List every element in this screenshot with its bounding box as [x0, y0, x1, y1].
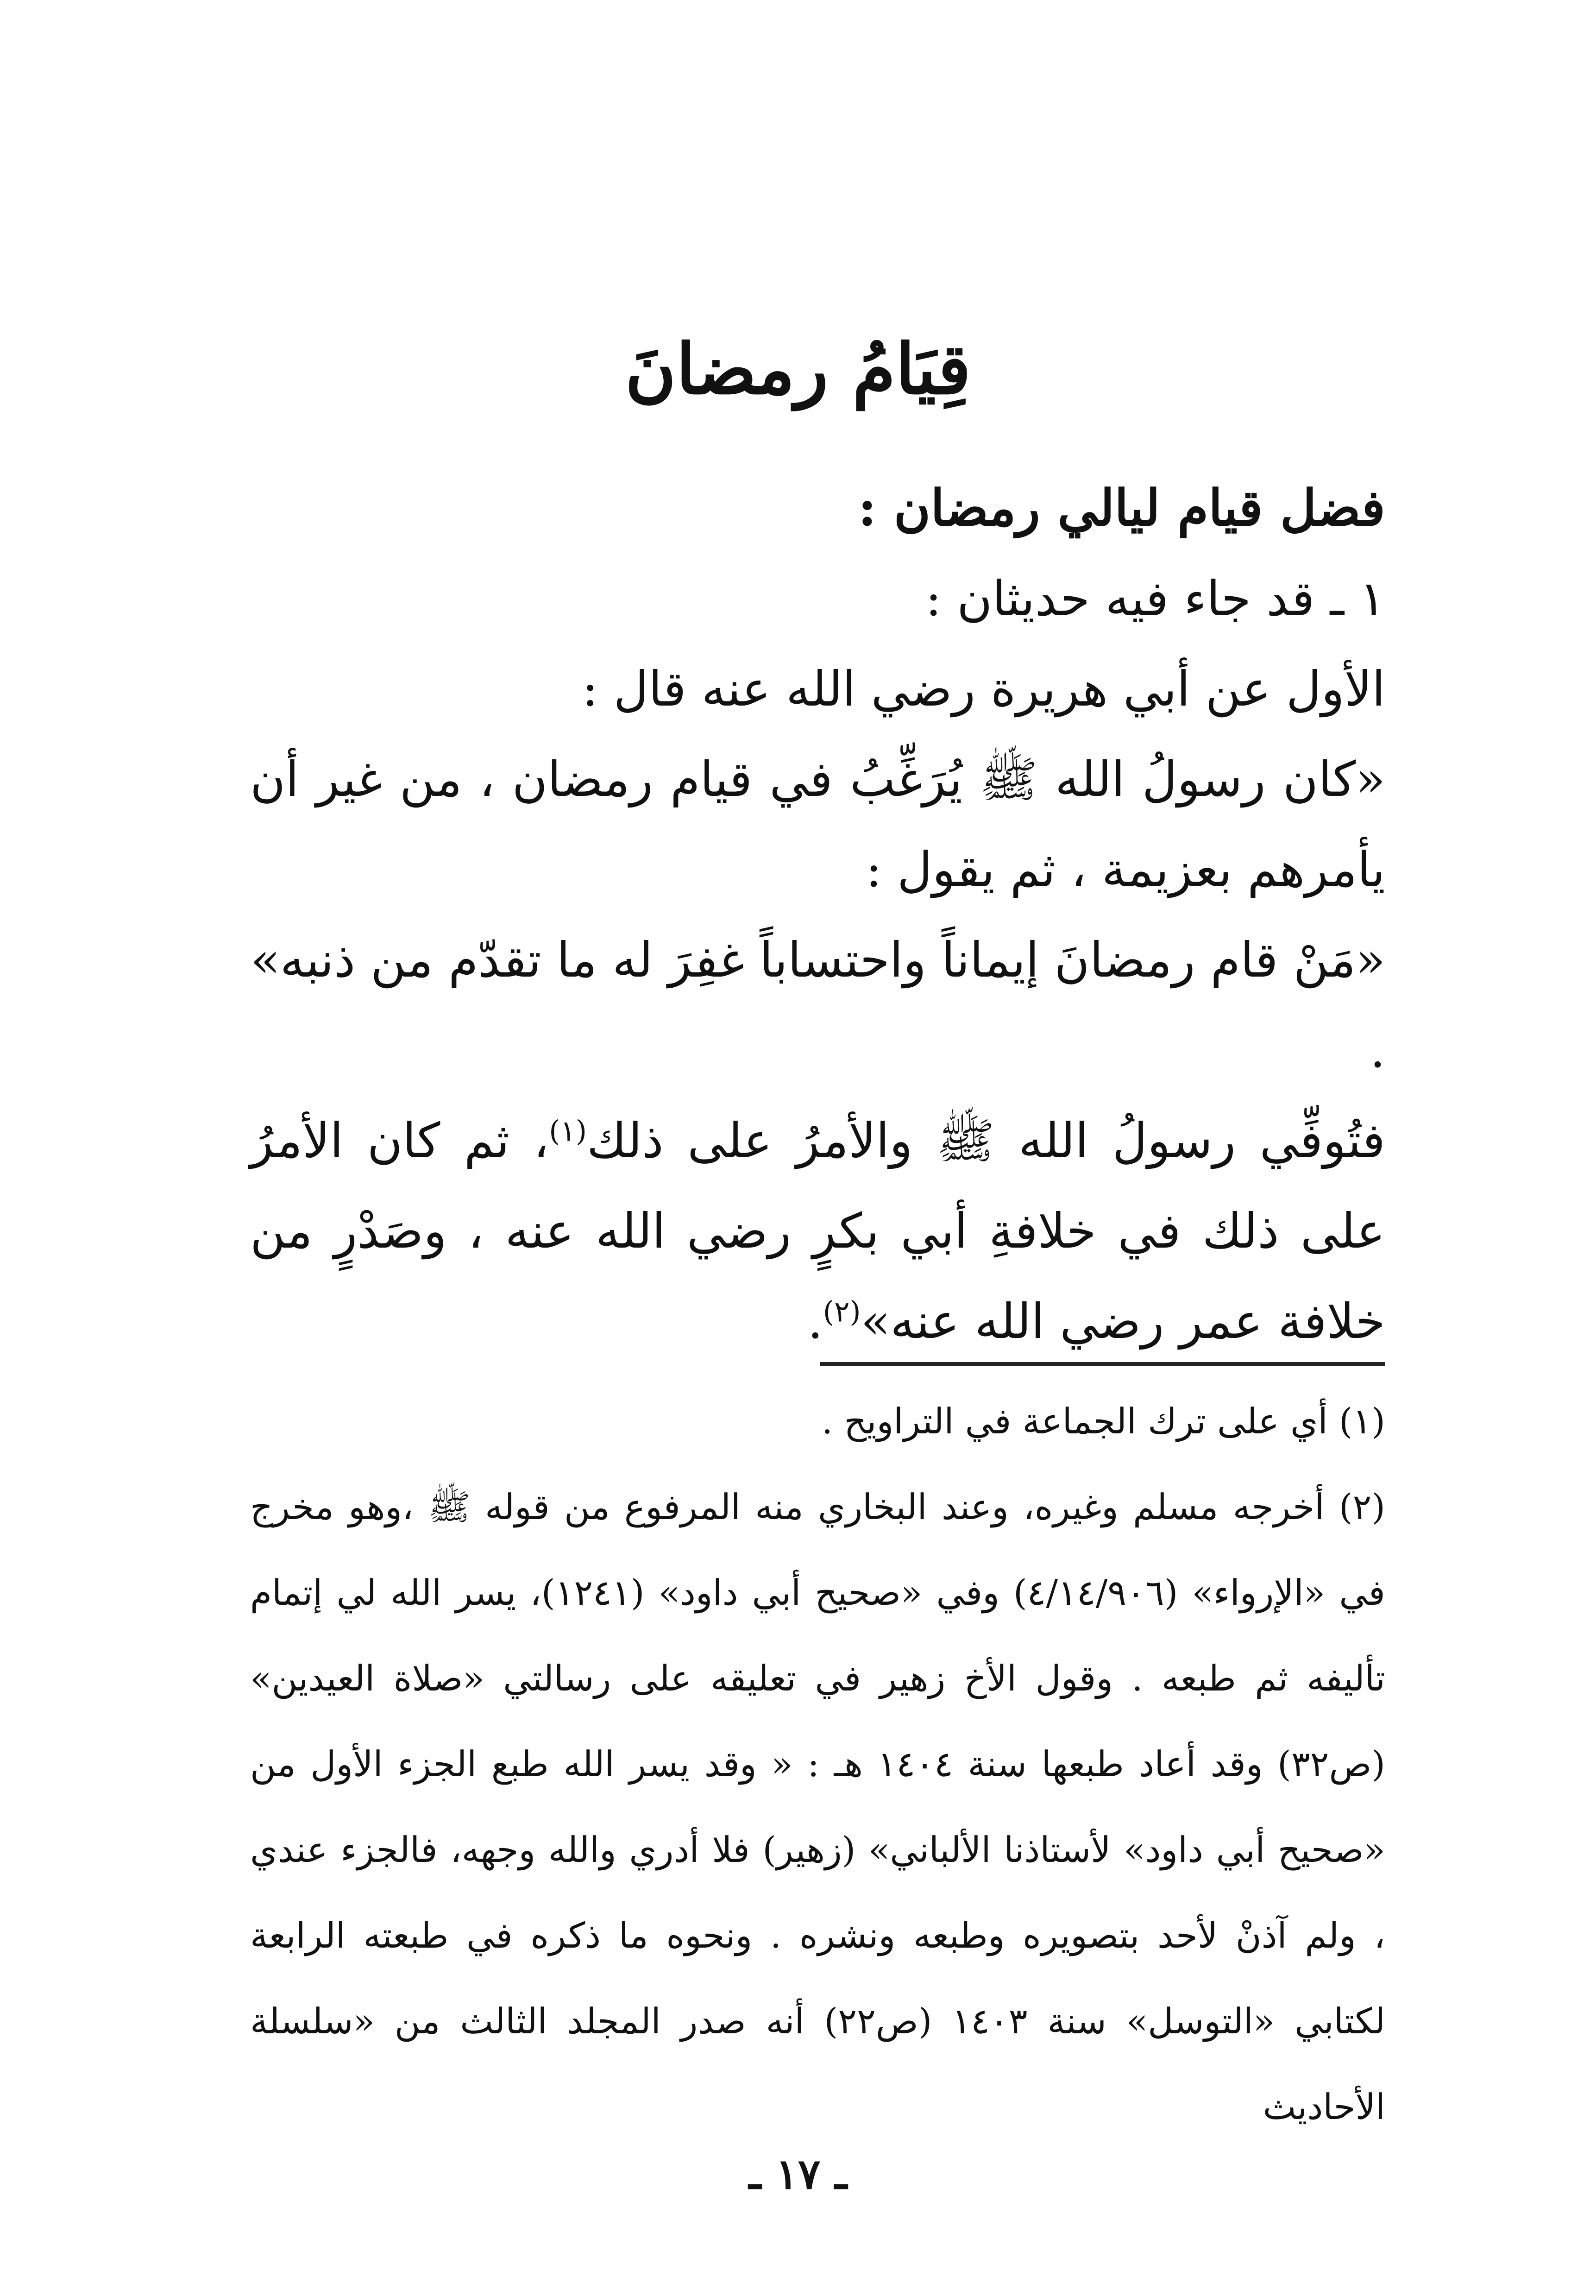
footnote-2: (٢) أخرجه مسلم وغيره، وعند البخاري منه المرفوع من قوله ﷺ ،وهو مخرج في «الإرواء» (٤/١٤/٩٠٦) وفي «صحيح أبي داود» (١٢٤١)، يسر الله لي إتمام تأليفه ثم طبعه . وقول الأخ زهير في تعليقه على رسالتي «صلاة العيدين» (ص٣٢) وقد أعاد طبعها سنة ١٤٠٤ هـ : « وقد يسر الله طبع الجزء الأول من «صحيح أبي داود» لأستاذنا الألباني» (زهير) فلا أدري والله وجهه، فالجزء عندي ، ولم آذنْ لأحد بتصويره وطبعه ونشره . ونحوه ما ذكره في طبعته الرابعة لكتابي «التوسل» سنة ١٤٠٣ (ص٢٢) أنه صدر المجلد الثالث من «سلسلة الأحاديث	[250, 1486, 1386, 2127]
main-text	[250, 463, 1385, 1367]
paragraph-quote: «مَنْ قام رمضانَ إيماناً واحتساباً غفِرَ له ما تقدّم من ذنبه» .	[251, 932, 1385, 1079]
paragraph-hadith: «كان رسولُ الله ﷺ يُرَغِّبُ في قيام رمضان ، من غير أن يأمرهم بعزيمة ، ثم يقول :	[250, 751, 1385, 898]
paragraph-conclusion	[250, 1096, 1385, 1367]
conclusion-end: .	[807, 1293, 823, 1350]
paragraph-narrator: الأول عن أبي هريرة رضي الله عنه قال :	[582, 661, 1385, 717]
footnote-ref-2: (٢)	[823, 1294, 861, 1329]
footnote-ref-1: (١)	[549, 1114, 587, 1148]
chapter-title: قِيَامُ رمضانَ	[625, 328, 971, 410]
page-number: ـ ١٧ ـ	[748, 2150, 848, 2199]
footnotes	[250, 1378, 1385, 2150]
conclusion-text-a: فتُوفِّي رسولُ الله ﷺ والأمرُ على ذلك	[587, 1112, 1386, 1169]
paragraph-intro: ١ ـ قد جاء فيه حديثان :	[925, 570, 1385, 627]
conclusion-text-b: ، ثم كان الأمرُ على ذلك في خلافةِ أبي بكرٍ رضي الله عنه ، وصَدْرٍ من خلافة عمر رضي الله عنه»	[250, 1112, 1385, 1350]
footnote-1: (١) أي على ترك الجماعة في التراويح .	[822, 1400, 1385, 1442]
section-heading: فضل قيام ليالي رمضان :	[858, 479, 1385, 537]
footnote-divider	[820, 1362, 1385, 1366]
